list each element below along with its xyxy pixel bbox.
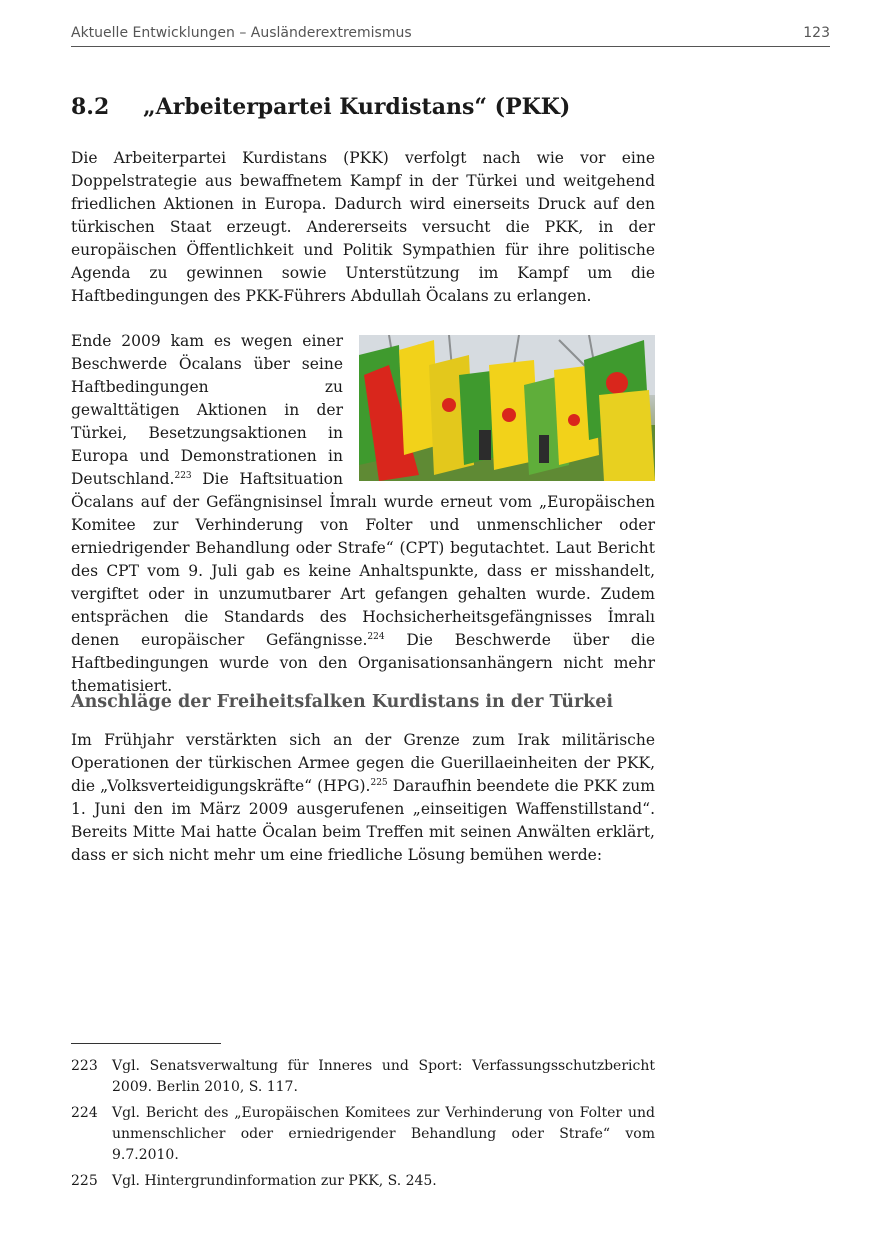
paragraph-text-a: Ende 2009 kam es wegen einer Beschwerde Öcalans über seine Haftbedingungen zu gewalttätigen Aktionen in der Türkei, Besetzungsaktionen in Europa und Demonstrationen in Deutschland. <box>71 332 343 488</box>
paragraph-operations <box>71 729 655 867</box>
paragraph-text-b: Daraufhin beendete die PKK zum 1. Juni den im März 2009 ausgerufenen „einseitigen Waffenstillstand“. Bereits Mitte Mai hatte Öcalan beim Treffen mit seinen Anwälten erklärt, dass er sich nicht mehr um eine friedliche Lösung bemühen werde: <box>71 777 655 864</box>
running-title: Aktuelle Entwicklungen – Ausländerextremismus <box>71 25 412 41</box>
running-header <box>71 22 830 47</box>
paragraph-oecalan <box>71 330 655 698</box>
page-number: 123 <box>803 25 830 41</box>
footnote-ref-223[interactable]: 223 <box>174 470 192 481</box>
section-number: 8.2 <box>71 94 110 120</box>
paragraph-intro: Die Arbeiterpartei Kurdistans (PKK) verfolgt nach wie vor eine Doppelstrategie aus bewaffnetem Kampf in der Türkei und weitgehend friedlichen Aktionen in Europa. Dadurch wird einerseits Druck auf den türkischen Staat erzeugt. Andererseits versucht die PKK, in der europäischen Öffentlichkeit und Politik Sympathien für ihre politische Agenda zu gewinnen sowie Unterstützung im Kampf um die Haftbedingungen des PKK-Führers Abdullah Öcalans zu erlangen. <box>71 149 655 305</box>
photo-flags-demonstration <box>359 335 655 481</box>
footnotes <box>71 1056 655 1197</box>
footnote-number: 225 <box>71 1173 98 1189</box>
section-heading <box>71 94 570 120</box>
footnote-text: Vgl. Hintergrundinformation zur PKK, S. 245. <box>112 1173 437 1189</box>
footnote-223 <box>71 1056 655 1098</box>
footnote-ref-225[interactable]: 225 <box>370 777 388 788</box>
footnote-224 <box>71 1103 655 1166</box>
footnote-text: Vgl. Senatsverwaltung für Inneres und Sport: Verfassungsschutzbericht 2009. Berlin 2010, S. 117. <box>112 1058 655 1095</box>
footnote-number: 223 <box>71 1058 98 1074</box>
paragraph-text-a: Im Frühjahr verstärkten sich an der Grenze zum Irak militärische Operationen der türkischen Armee gegen die Guerillaeinheiten der PKK, die „Volksverteidigungskräfte“ (HPG). <box>71 731 655 795</box>
footnote-text: Vgl. Bericht des „Europäischen Komitees zur Verhinderung von Folter und unmenschlicher oder erniedrigender Behandlung oder Strafe“ vom 9.7.2010. <box>112 1105 655 1163</box>
paragraph-text-c: Die Beschwerde über die Haftbedingungen wurde von den Organisationsanhängern nicht mehr thematisiert. <box>71 631 655 695</box>
footnote-ref-224[interactable]: 224 <box>367 631 385 642</box>
paragraph-text-b: Die Haftsituation Öcalans auf der Gefängnisinsel İmralı wurde erneut vom „Europäischen Komitee zur Verhinderung von Folter und unmenschlicher oder erniedrigender Behandlung oder Strafe“ (CPT) begutachtet. Laut Bericht des CPT vom 9. Juli gab es keine Anhaltspunkte, dass er misshandelt, vergiftet oder in unzumutbarer Art gefangen gehalten wurde. Zudem entsprächen die Standards des Hochsicherheitsgefängnisses İmralı denen europäischer Gefängnisse. <box>71 470 655 649</box>
flags-illustration <box>359 335 655 481</box>
subheading: Anschläge der Freiheitsfalken Kurdistans in der Türkei <box>71 692 614 712</box>
footnote-divider <box>71 1043 221 1044</box>
section-title: „Arbeiterpartei Kurdistans“ (PKK) <box>143 94 571 120</box>
footnote-number: 224 <box>71 1105 98 1121</box>
footnote-225 <box>71 1171 655 1192</box>
